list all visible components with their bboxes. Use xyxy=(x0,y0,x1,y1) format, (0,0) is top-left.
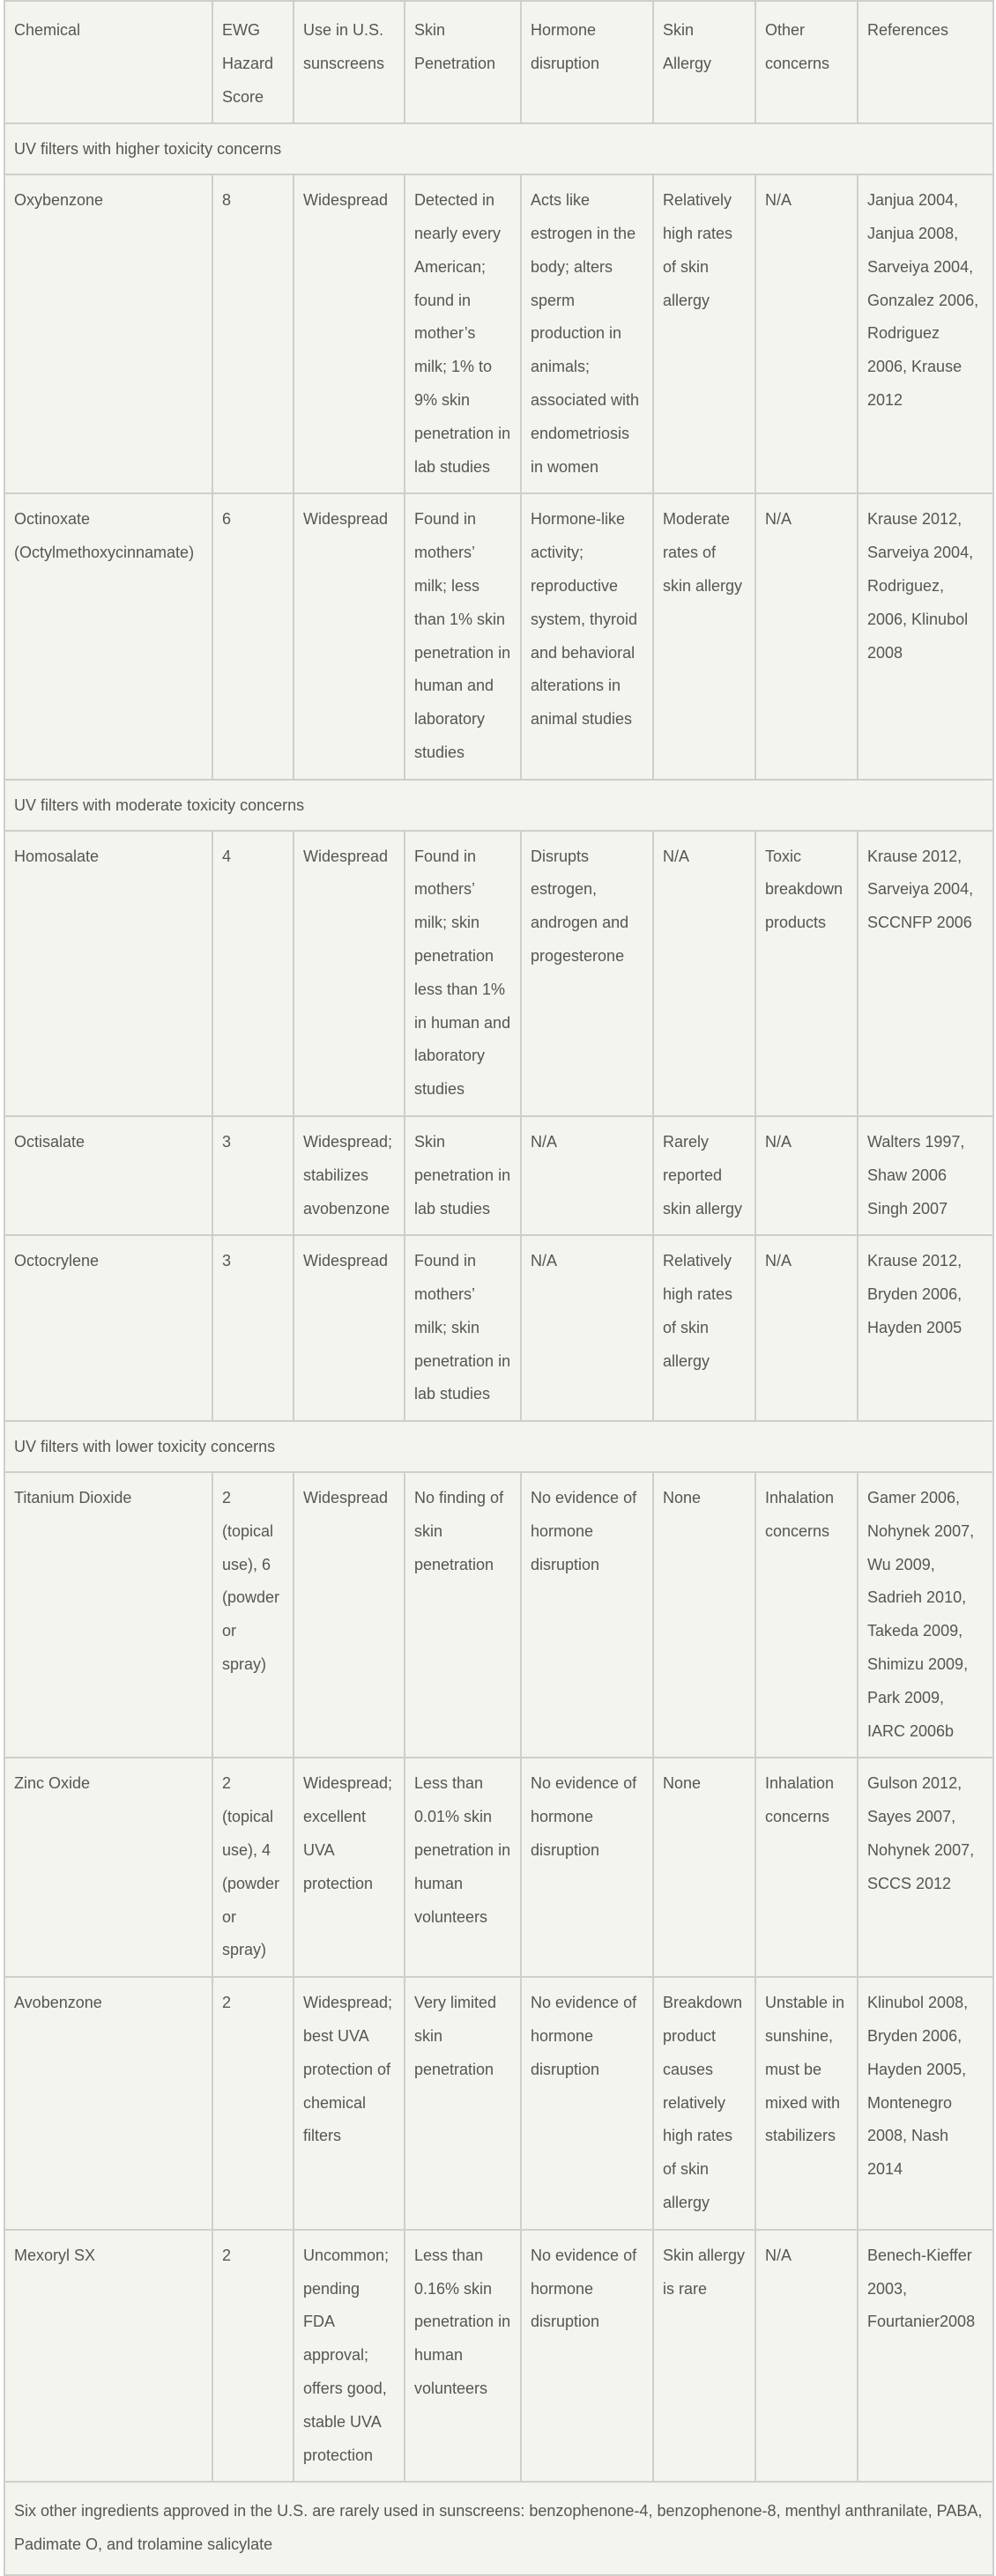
table-cell: N/A xyxy=(755,1116,858,1235)
table-cell: Hormone-like activity; reproductive system, thyroid and behavioral alterations in animal studies xyxy=(521,493,653,779)
table-row xyxy=(4,174,993,493)
table-cell: Krause 2012, Bryden 2006, Hayden 2005 xyxy=(858,1235,993,1421)
table-cell: Walters 1997, Shaw 2006 Singh 2007 xyxy=(858,1116,993,1235)
table-cell: N/A xyxy=(521,1116,653,1235)
table-cell: No evidence of hormone disruption xyxy=(521,1977,653,2230)
header-cell: Skin Allergy xyxy=(653,1,755,123)
table-cell: No evidence of hormone disruption xyxy=(521,1472,653,1758)
table-cell: 2 (topical use), 6 (powder or spray) xyxy=(212,1472,294,1758)
section-title: UV filters with higher toxicity concerns xyxy=(4,123,993,174)
table-cell: N/A xyxy=(755,174,858,493)
header-cell: Chemical xyxy=(4,1,212,123)
header-cell: Skin Penetration xyxy=(405,1,521,123)
table-row xyxy=(4,1116,993,1235)
table-cell: Found in mothers’ milk; less than 1% skin penetration in human and laboratory studies xyxy=(405,493,521,779)
table-cell: N/A xyxy=(755,1235,858,1421)
table-cell: Widespread; stabilizes avobenzone xyxy=(294,1116,405,1235)
table-cell: Less than 0.16% skin penetration in human volunteers xyxy=(405,2230,521,2483)
table-cell: Acts like estrogen in the body; alters sperm production in animals; associated with endometriosis in women xyxy=(521,174,653,493)
table-cell: Gulson 2012, Sayes 2007, Nohynek 2007, SCCS 2012 xyxy=(858,1758,993,1977)
header-cell: References xyxy=(858,1,993,123)
table-cell: Widespread; best UVA protection of chemical filters xyxy=(294,1977,405,2230)
table-cell: Oxybenzone xyxy=(4,174,212,493)
table-cell: N/A xyxy=(755,2230,858,2483)
table-cell: Found in mothers’ milk; skin penetration in lab studies xyxy=(405,1235,521,1421)
table-cell: Widespread xyxy=(294,1472,405,1758)
table-cell: 2 xyxy=(212,2230,294,2483)
table-cell: Janjua 2004, Janjua 2008, Sarveiya 2004, Gonzalez 2006, Rodriguez 2006, Krause 2012 xyxy=(858,174,993,493)
table-cell: Octisalate xyxy=(4,1116,212,1235)
table-cell: Avobenzone xyxy=(4,1977,212,2230)
table-cell: No finding of skin penetration xyxy=(405,1472,521,1758)
table-cell: No evidence of hormone disruption xyxy=(521,1758,653,1977)
table-cell: Widespread; excellent UVA protection xyxy=(294,1758,405,1977)
table-cell: Inhalation concerns xyxy=(755,1758,858,1977)
table-row xyxy=(4,1758,993,1977)
table-cell: Detected in nearly every American; found in mother’s milk; 1% to 9% skin penetration in lab studies xyxy=(405,174,521,493)
header-cell: Other concerns xyxy=(755,1,858,123)
table-cell: Widespread xyxy=(294,174,405,493)
table-cell: Less than 0.01% skin penetration in human volunteers xyxy=(405,1758,521,1977)
table-cell: No evidence of hormone disruption xyxy=(521,2230,653,2483)
table-cell: Octocrylene xyxy=(4,1235,212,1421)
table-cell: Widespread xyxy=(294,831,405,1116)
table-cell: N/A xyxy=(521,1235,653,1421)
table-row xyxy=(4,1977,993,2230)
table-cell: Relatively high rates of skin allergy xyxy=(653,174,755,493)
table-cell: Zinc Oxide xyxy=(4,1758,212,1977)
table-cell: N/A xyxy=(755,493,858,779)
table-cell: Klinubol 2008, Bryden 2006, Hayden 2005, Montenegro 2008, Nash 2014 xyxy=(858,1977,993,2230)
table-cell: None xyxy=(653,1472,755,1758)
table-cell: Widespread xyxy=(294,1235,405,1421)
footer-note: Six other ingredients approved in the U.S. are rarely used in sunscreens: benzophenone-4, benzophenone-8, menthyl anthranilate, PABA, Padimate O, and trolamine salicylate xyxy=(4,2482,993,2575)
table-cell: Found in mothers’ milk; skin penetration less than 1% in human and laboratory studies xyxy=(405,831,521,1116)
section-row xyxy=(4,123,993,174)
table-cell: N/A xyxy=(653,831,755,1116)
header-cell: EWG Hazard Score xyxy=(212,1,294,123)
table-cell: 3 xyxy=(212,1235,294,1421)
table-cell: 3 xyxy=(212,1116,294,1235)
table-cell: Very limited skin penetration xyxy=(405,1977,521,2230)
table-cell: Octinoxate (Octylmethoxycinnamate) xyxy=(4,493,212,779)
table-cell: 8 xyxy=(212,174,294,493)
section-title: UV filters with moderate toxicity concerns xyxy=(4,780,993,831)
table-cell: 4 xyxy=(212,831,294,1116)
uv-filter-table xyxy=(4,0,994,2576)
table-cell: Krause 2012, Sarveiya 2004, SCCNFP 2006 xyxy=(858,831,993,1116)
table-cell: Disrupts estrogen, androgen and progesterone xyxy=(521,831,653,1116)
table-row xyxy=(4,1472,993,1758)
header-row xyxy=(4,1,993,123)
table-cell: Gamer 2006, Nohynek 2007, Wu 2009, Sadrieh 2010, Takeda 2009, Shimizu 2009, Park 2009, IARC 2006b xyxy=(858,1472,993,1758)
table-cell: Krause 2012, Sarveiya 2004, Rodriguez, 2006, Klinubol 2008 xyxy=(858,493,993,779)
table-cell: 2 (topical use), 4 (powder or spray) xyxy=(212,1758,294,1977)
table-row xyxy=(4,831,993,1116)
table-cell: Inhalation concerns xyxy=(755,1472,858,1758)
table-cell: Breakdown product causes relatively high rates of skin allergy xyxy=(653,1977,755,2230)
table-cell: Moderate rates of skin allergy xyxy=(653,493,755,779)
table-row xyxy=(4,493,993,779)
table-cell: Uncommon; pending FDA approval; offers good, stable UVA protection xyxy=(294,2230,405,2483)
section-title: UV filters with lower toxicity concerns xyxy=(4,1421,993,1472)
section-row xyxy=(4,1421,993,1472)
table-cell: Homosalate xyxy=(4,831,212,1116)
table-row xyxy=(4,1235,993,1421)
footer-row xyxy=(4,2482,993,2575)
table-cell: Rarely reported skin allergy xyxy=(653,1116,755,1235)
table-cell: Benech-Kieffer 2003, Fourtanier2008 xyxy=(858,2230,993,2483)
table-cell: None xyxy=(653,1758,755,1977)
header-cell: Hormone disruption xyxy=(521,1,653,123)
table-cell: Unstable in sunshine, must be mixed with stabilizers xyxy=(755,1977,858,2230)
table-cell: Relatively high rates of skin allergy xyxy=(653,1235,755,1421)
section-row xyxy=(4,780,993,831)
table-cell: Skin allergy is rare xyxy=(653,2230,755,2483)
table-cell: 6 xyxy=(212,493,294,779)
table-cell: 2 xyxy=(212,1977,294,2230)
table-cell: Titanium Dioxide xyxy=(4,1472,212,1758)
table-cell: Mexoryl SX xyxy=(4,2230,212,2483)
header-cell: Use in U.S. sunscreens xyxy=(294,1,405,123)
table-cell: Skin penetration in lab studies xyxy=(405,1116,521,1235)
table-row xyxy=(4,2230,993,2483)
table-cell: Widespread xyxy=(294,493,405,779)
table-cell: Toxic breakdown products xyxy=(755,831,858,1116)
